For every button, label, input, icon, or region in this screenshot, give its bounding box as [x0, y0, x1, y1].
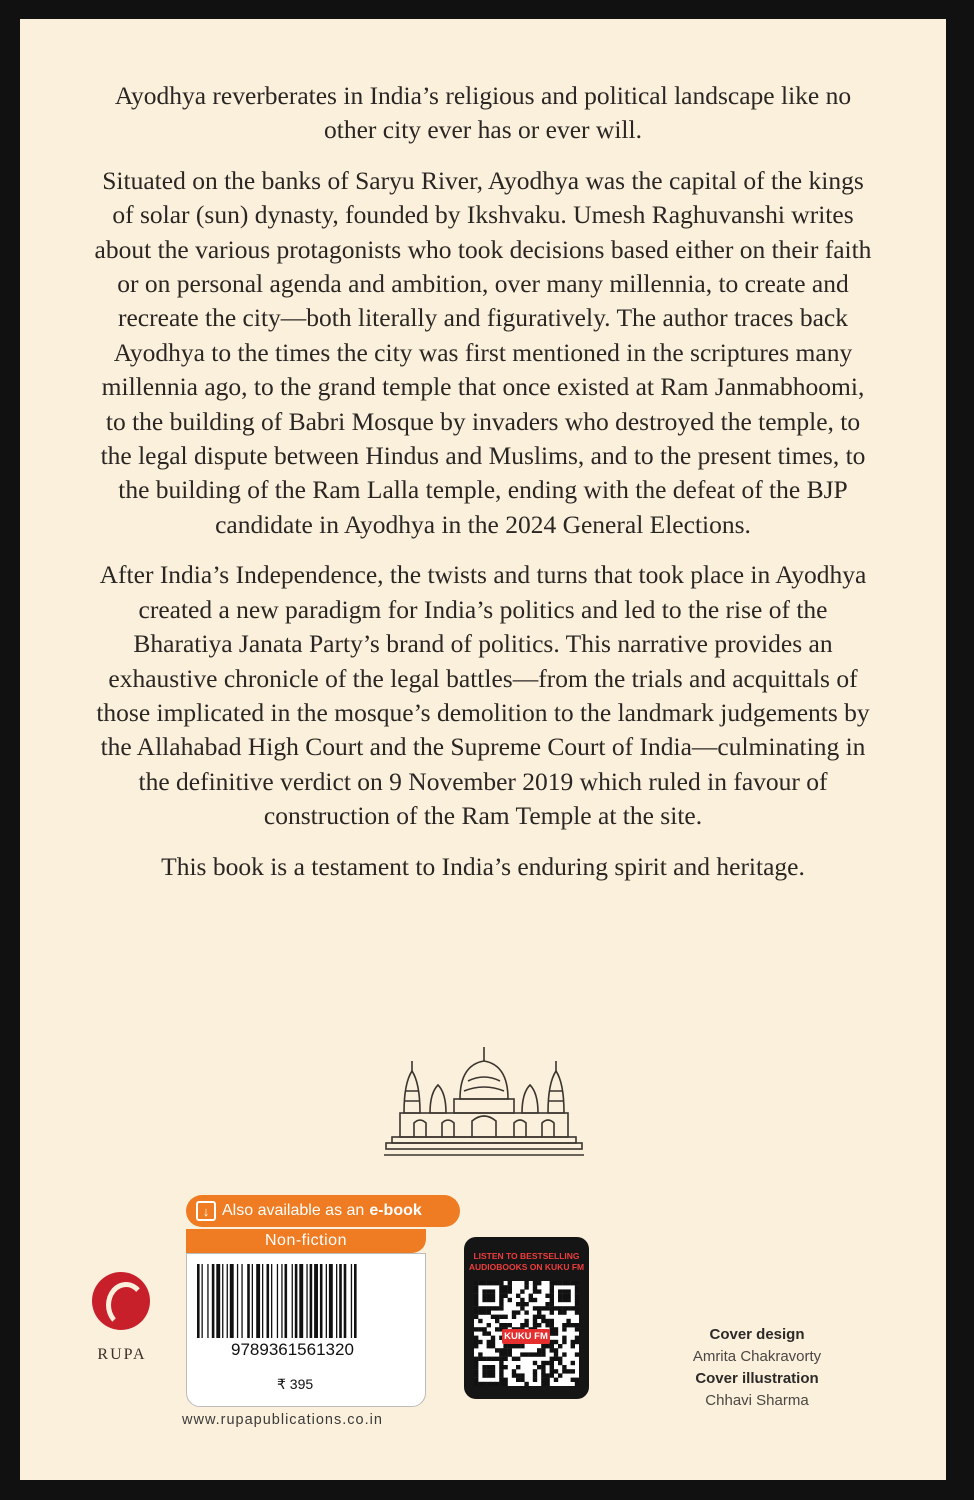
ebook-badge	[186, 1195, 460, 1227]
publisher-logo	[84, 1272, 160, 1378]
audiobook-caption: LISTEN TO BESTSELLING AUDIOBOOKS ON KUKU FM	[468, 1251, 585, 1272]
isbn-number: 9789361561320	[231, 1340, 354, 1359]
cover-design-label: Cover design	[709, 1326, 805, 1343]
cover-designer: Amrita Chakravorty	[692, 1348, 822, 1365]
blurb-paragraph-4: This book is a testament to India’s enduring spirit and heritage.	[161, 851, 805, 881]
temple-illustration-icon	[384, 1043, 584, 1159]
cover-illustrator: Chhavi Sharma	[705, 1392, 809, 1409]
blurb-paragraph-1: Ayodhya reverberates in India’s religious and political landscape like no other city ever has or ever will.	[114, 81, 852, 145]
blurb-paragraph-2: Situated on the banks of Saryu River, Ayodhya was the capital of the kings of solar (sun) dynasty, founded by Ikshvaku. Umesh Raghuvanshi writes about the various protagonists who took decisions based either on their faith or on personal agenda and ambition, over many millennia, to create and recreate the city—both literally and figuratively. The author traces back Ayodhya to the times the city was first mentioned in the scriptures many millennia ago, to the grand temple that once existed at Ram Janmabhoomi, to the building of Babri Mosque by invaders who destroyed the temple, to the legal dispute between Hindus and Muslims, and to the present times, to the building of the Ram Lalla temple, ending with the defeat of the BJP candidate in Ayodhya in the 2024 General Elections.	[94, 165, 872, 539]
cover-credits	[662, 1324, 852, 1412]
blurb	[92, 79, 874, 900]
price: ₹ 395	[277, 1376, 314, 1392]
ebook-highlight: e-book	[369, 1202, 422, 1219]
back-cover	[20, 19, 946, 1480]
blurb-paragraph-3: After India’s Independence, the twists and turns that took place in Ayodhya created a new paradigm for India’s politics and led to the rise of the Bharatiya Janata Party’s brand of politics. This narrative provides an exhaustive chronicle of the legal battles—from the trials and acquittals of those implicated in the mosque’s demolition to the landmark judgements by the Allahabad High Court and the Supreme Court of India—culminating in the definitive verdict on 9 November 2019 which ruled in favour of construction of the Ram Temple at the site.	[96, 560, 870, 831]
rupa-logo-icon	[92, 1272, 150, 1330]
publisher-website: www.rupapublications.co.in	[182, 1412, 383, 1428]
download-icon: ↓	[196, 1201, 216, 1221]
cover-illustration-label: Cover illustration	[695, 1370, 819, 1387]
ebook-text: Also available as an	[222, 1202, 365, 1219]
kuku-fm-logo: KUKU FM	[502, 1329, 550, 1344]
barcode-panel	[186, 1253, 426, 1407]
publisher-name: RUPA	[97, 1346, 147, 1363]
audiobook-qr-card	[464, 1237, 589, 1399]
barcode-icon	[195, 1264, 417, 1340]
genre-label: Non-fiction	[186, 1229, 426, 1253]
